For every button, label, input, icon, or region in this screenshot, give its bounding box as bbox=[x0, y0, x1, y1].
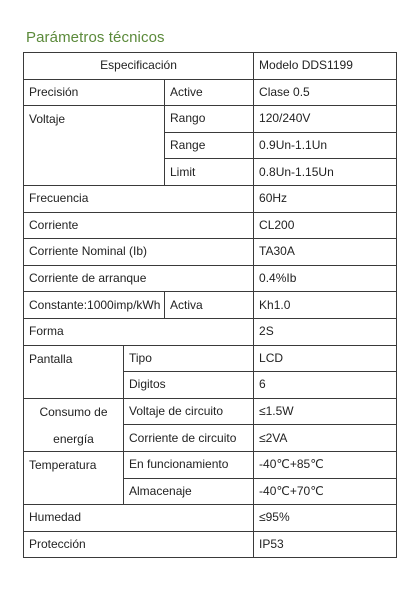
table-row bbox=[24, 185, 397, 212]
table-row bbox=[24, 345, 397, 372]
precision-sub: Active bbox=[165, 79, 254, 106]
display-sub: Digitos bbox=[124, 372, 254, 399]
humidity-value: ≤95% bbox=[254, 505, 397, 532]
temperature-value: -40℃+85℃ bbox=[254, 451, 397, 478]
starting-current-label: Corriente de arranque bbox=[24, 265, 254, 292]
table-row bbox=[24, 79, 397, 106]
consumption-label bbox=[24, 398, 124, 451]
humidity-label: Humedad bbox=[24, 505, 254, 532]
table-row bbox=[24, 106, 397, 133]
consumption-label-line2: energía bbox=[53, 431, 94, 446]
precision-label: Precisión bbox=[24, 79, 165, 106]
table-row bbox=[24, 239, 397, 266]
table-row bbox=[24, 318, 397, 345]
table-row bbox=[24, 398, 397, 425]
table-row bbox=[24, 53, 397, 80]
technical-parameters-table bbox=[23, 52, 397, 558]
constant-value: Kh1.0 bbox=[254, 292, 397, 319]
consumption-sub: Corriente de circuito bbox=[124, 425, 254, 452]
voltage-label: Voltaje bbox=[24, 106, 165, 186]
voltage-value: 0.9Un-1.1Un bbox=[254, 132, 397, 159]
consumption-value: ≤2VA bbox=[254, 425, 397, 452]
temperature-sub: Almacenaje bbox=[124, 478, 254, 505]
voltage-sub: Range bbox=[165, 132, 254, 159]
consumption-label-line1: Consumo de bbox=[39, 404, 108, 419]
header-model: Modelo DDS1199 bbox=[254, 53, 397, 80]
protection-value: IP53 bbox=[254, 531, 397, 558]
current-value: CL200 bbox=[254, 212, 397, 239]
voltage-value: 0.8Un-1.15Un bbox=[254, 159, 397, 186]
form-label: Forma bbox=[24, 318, 254, 345]
temperature-value: -40℃+70℃ bbox=[254, 478, 397, 505]
voltage-sub: Rango bbox=[165, 106, 254, 133]
display-label: Pantalla bbox=[24, 345, 124, 398]
table-row bbox=[24, 212, 397, 239]
nominal-current-label: Corriente Nominal (Ib) bbox=[24, 239, 254, 266]
display-value: LCD bbox=[254, 345, 397, 372]
temperature-sub: En funcionamiento bbox=[124, 451, 254, 478]
nominal-current-value: TA30A bbox=[254, 239, 397, 266]
current-label: Corriente bbox=[24, 212, 254, 239]
table-row bbox=[24, 265, 397, 292]
table-row bbox=[24, 531, 397, 558]
display-sub: Tipo bbox=[124, 345, 254, 372]
consumption-sub: Voltaje de circuito bbox=[124, 398, 254, 425]
consumption-value: ≤1.5W bbox=[254, 398, 397, 425]
temperature-label: Temperatura bbox=[24, 451, 124, 504]
display-value: 6 bbox=[254, 372, 397, 399]
form-value: 2S bbox=[254, 318, 397, 345]
table-row bbox=[24, 292, 397, 319]
constant-label: Constante:1000imp/kWh bbox=[24, 292, 165, 319]
header-spec: Especificación bbox=[24, 53, 254, 80]
voltage-value: 120/240V bbox=[254, 106, 397, 133]
table-row bbox=[24, 451, 397, 478]
voltage-sub: Limit bbox=[165, 159, 254, 186]
frequency-value: 60Hz bbox=[254, 185, 397, 212]
protection-label: Protección bbox=[24, 531, 254, 558]
precision-value: Clase 0.5 bbox=[254, 79, 397, 106]
frequency-label: Frecuencia bbox=[24, 185, 254, 212]
constant-sub: Activa bbox=[165, 292, 254, 319]
starting-current-value: 0.4%Ib bbox=[254, 265, 397, 292]
page-title: Parámetros técnicos bbox=[26, 29, 165, 46]
table-row bbox=[24, 505, 397, 532]
